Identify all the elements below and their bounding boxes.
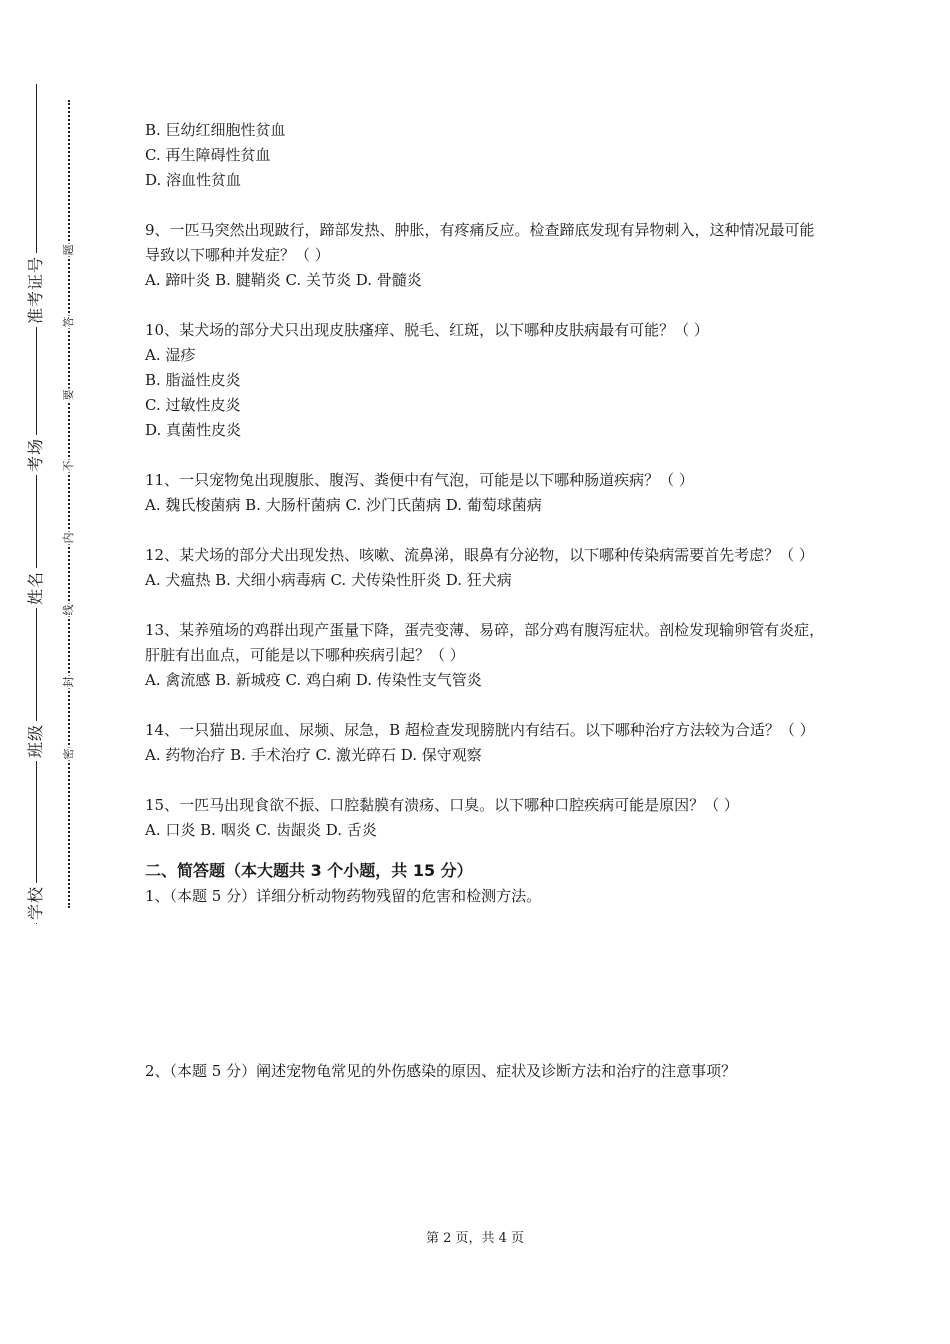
label-name: 姓名 xyxy=(26,568,46,608)
seal-char: 要 xyxy=(62,389,75,401)
option: C. 再生障碍性贫血 xyxy=(145,146,271,164)
label-exam-id: 准考证号 xyxy=(26,253,46,327)
question-11 xyxy=(145,468,825,518)
option: B. 巨幼红细胞性贫血 xyxy=(145,121,286,139)
question-stem: 11、一只宠物兔出现腹胀、腹泻、粪便中有气泡，可能是以下哪种肠道疾病？（ ） xyxy=(145,471,694,489)
option-line: A. 蹄叶炎 B. 腱鞘炎 C. 关节炎 D. 骨髓炎 xyxy=(145,271,422,289)
question-9 xyxy=(145,218,825,293)
seal-char: 封 xyxy=(62,676,75,688)
question-12 xyxy=(145,543,825,593)
seal-char: 密 xyxy=(62,748,75,760)
short-answer-question: 2、（本题 5 分）阐述宠物龟常见的外伤感染的原因、症状及诊断方法和治疗的注意事项？ xyxy=(145,1062,737,1080)
question-stem: 12、某犬场的部分犬出现发热、咳嗽、流鼻涕，眼鼻有分泌物，以下哪种传染病需要首先考虑？（ ） xyxy=(145,546,814,564)
seal-char: 线 xyxy=(62,604,75,616)
seal-char: 不 xyxy=(62,460,75,472)
seal-char: 题 xyxy=(62,244,75,256)
exam-content xyxy=(145,118,825,1084)
binding-margin xyxy=(0,0,130,1344)
question-10 xyxy=(145,318,825,443)
option-line: A. 药物治疗 B. 手术治疗 C. 激光碎石 D. 保守观察 xyxy=(145,746,482,764)
seal-char: 答 xyxy=(62,316,75,328)
label-exam-room: 考场 xyxy=(26,435,46,475)
option-line: A. 犬瘟热 B. 犬细小病毒病 C. 犬传染性肝炎 D. 狂犬病 xyxy=(145,571,512,589)
question-stem: 13、某养殖场的鸡群出现产蛋量下降，蛋壳变薄、易碎，部分鸡有腹泻症状。剖检发现输卵管有炎症，肝脏有出血点，可能是以下哪种疾病引起？（ ） xyxy=(145,621,825,664)
question-15 xyxy=(145,793,825,843)
short-answer-question: 1、（本题 5 分）详细分析动物药物残留的危害和检测方法。 xyxy=(145,887,542,905)
question-13 xyxy=(145,618,825,693)
margin-solid-line xyxy=(36,84,37,924)
option: A. 湿疹 xyxy=(145,346,196,364)
question-stem: 9、一匹马突然出现跛行，蹄部发热、肿胀，有疼痛反应。检查蹄底发现有异物刺入，这种情况最可能导致以下哪种并发症？（ ） xyxy=(145,221,815,264)
section-title-short-answer: 二、简答题（本大题共 3 个小题，共 15 分） xyxy=(145,861,473,880)
option: B. 脂溢性皮炎 xyxy=(145,371,241,389)
question-stem: 15、一匹马出现食欲不振、口腔黏膜有溃疡、口臭。以下哪种口腔疾病可能是原因？（ ） xyxy=(145,796,739,814)
label-school: 学校 xyxy=(26,883,46,923)
answer-space xyxy=(145,909,825,1059)
question-14 xyxy=(145,718,825,768)
question-stem: 14、一只猫出现尿血、尿频、尿急，B 超检查发现膀胱内有结石。以下哪种治疗方法较为合适？（ ） xyxy=(145,721,815,739)
option-line: A. 魏氏梭菌病 B. 大肠杆菌病 C. 沙门氏菌病 D. 葡萄球菌病 xyxy=(145,496,542,514)
question-8-options-tail xyxy=(145,118,825,193)
option: D. 溶血性贫血 xyxy=(145,171,242,189)
question-stem: 10、某犬场的部分犬只出现皮肤瘙痒、脱毛、红斑，以下哪种皮肤病最有可能？（ ） xyxy=(145,321,709,339)
option: C. 过敏性皮炎 xyxy=(145,396,241,414)
page-footer: 第 2 页，共 4 页 xyxy=(425,1231,525,1246)
seal-dotted-line xyxy=(68,100,70,908)
seal-char: 内 xyxy=(62,532,75,544)
option-line: A. 禽流感 B. 新城疫 C. 鸡白痢 D. 传染性支气管炎 xyxy=(145,671,482,689)
label-class: 班级 xyxy=(26,721,46,761)
option-line: A. 口炎 B. 咽炎 C. 齿龈炎 D. 舌炎 xyxy=(145,821,377,839)
option: D. 真菌性皮炎 xyxy=(145,421,242,439)
